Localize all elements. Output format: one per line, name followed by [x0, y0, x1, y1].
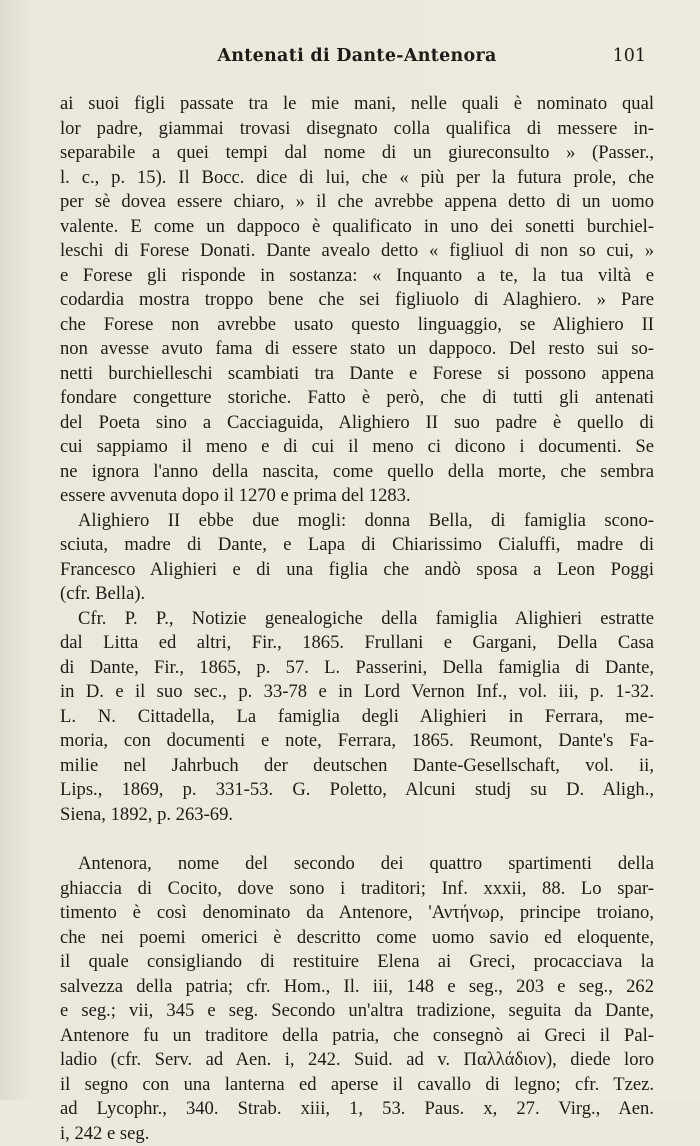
bibliography-line: L. N. Cittadella, La famiglia degli Alighieri in Ferrara, me-: [60, 705, 654, 730]
text-line: l. c., p. 15). Il Bocc. dice di lui, che « più per la futura prole, che: [60, 166, 654, 191]
bibliography-line: dal Litta ed altri, Fir., 1865. Frullani e Gargani, Della Casa: [60, 631, 654, 656]
text-line: il quale consigliando di restituire Elena ai Greci, procacciava la: [60, 950, 654, 975]
text-line: lor padre, giammai trovasi disegnato colla qualifica di messere in-: [60, 117, 654, 142]
text-line: ne ignora l'anno della nascita, come quello della morte, che sembra: [60, 460, 654, 485]
text-line: ghiaccia di Cocito, dove sono i traditori; Inf. xxxii, 88. Lo spar-: [60, 877, 654, 902]
bibliography-line: in D. e il suo sec., p. 33-78 e in Lord Vernon Inf., vol. iii, p. 1-32.: [60, 680, 654, 705]
bibliography-line: di Dante, Fir., 1865, p. 57. L. Passerini, Della famiglia di Dante,: [60, 656, 654, 681]
bibliography-line: Siena, 1892, p. 263-69.: [60, 803, 654, 828]
entry-gap: [60, 827, 654, 852]
running-title: Antenati di Dante-Antenora: [60, 46, 654, 66]
text-line: ai suoi figli passate tra le mie mani, nelle quali è nominato qual: [60, 92, 654, 117]
bibliography-line: Lips., 1869, p. 331-53. G. Poletto, Alcuni studj su D. Aligh.,: [60, 778, 654, 803]
text-line: ladio (cfr. Serv. ad Aen. i, 242. Suid. ad v. Παλλάδιον), diede loro: [60, 1048, 654, 1073]
page-number: 101: [613, 46, 646, 66]
text-line: fondare congetture storiche. Fatto è però, che di tutti gli antenati: [60, 386, 654, 411]
text-line: Antenore fu un traditore della patria, che consegnò ai Greci il Pal-: [60, 1024, 654, 1049]
text-line: timento è così denominato da Antenore, 'Αντήνωρ, principe troiano,: [60, 901, 654, 926]
text-line: Francesco Alighieri e di una figlia che andò sposa a Leon Poggi: [60, 558, 654, 583]
text-line: ad Lycophr., 340. Strab. xiii, 1, 53. Paus. x, 27. Virg., Aen.: [60, 1097, 654, 1122]
text-line: che Forese non avrebbe usato questo linguaggio, se Alighiero II: [60, 313, 654, 338]
bibliography-line: milie nel Jahrbuch der deutschen Dante-Gesellschaft, vol. ii,: [60, 754, 654, 779]
text-line: netti burchielleschi scambiati tra Dante e Forese si possono appena: [60, 362, 654, 387]
text-line: i, 242 e seg.: [60, 1122, 654, 1146]
text-line: separabile a quei tempi dal nome di un giureconsulto » (Passer.,: [60, 141, 654, 166]
text-line: che nei poemi omerici è descritto come uomo savio ed eloquente,: [60, 926, 654, 951]
text-line: cui sappiamo il meno e di cui il meno ci dicono i documenti. Se: [60, 435, 654, 460]
page-header: [60, 46, 654, 74]
entry-headline: Antenora, nome del secondo dei quattro spartimenti della: [60, 852, 654, 877]
text-line: valente. E come un dappoco è qualificato in uno dei sonetti burchiel-: [60, 215, 654, 240]
text-line: (cfr. Bella).: [60, 582, 654, 607]
text-line: e seg.; vii, 345 e seg. Secondo un'altra tradizione, seguita da Dante,: [60, 999, 654, 1024]
text-line: leschi di Forese Donati. Dante avealo detto « figliuol di non so cui, »: [60, 239, 654, 264]
text-line: Alighiero II ebbe due mogli: donna Bella, di famiglia scono-: [60, 509, 654, 534]
text-line: non avesse avuto fama di essere stato un dappoco. Del resto sui so-: [60, 337, 654, 362]
page-body: [60, 92, 654, 1146]
text-line: essere avvenuta dopo il 1270 e prima del 1283.: [60, 484, 654, 509]
text-line: codardia mostra troppo bene che sei figliuolo di Alaghiero. » Pare: [60, 288, 654, 313]
text-line: salvezza della patria; cfr. Hom., Il. iii, 148 e seg., 203 e seg., 262: [60, 975, 654, 1000]
bibliography-line: moria, con documenti e note, Ferrara, 1865. Reumont, Dante's Fa-: [60, 729, 654, 754]
text-line: del Poeta sino a Cacciaguida, Alighiero II suo padre è quello di: [60, 411, 654, 436]
text-line: per sè dovea essere chiaro, » il che avrebbe appena detto di un uomo: [60, 190, 654, 215]
text-line: e Forese gli risponde in sostanza: « Inquanto a te, la tua viltà e: [60, 264, 654, 289]
text-line: il segno con una lanterna ed aperse il cavallo di legno; cfr. Tzez.: [60, 1073, 654, 1098]
bibliography-line: Cfr. P. P., Notizie genealogiche della famiglia Alighieri estratte: [60, 607, 654, 632]
text-line: sciuta, madre di Dante, e Lapa di Chiarissimo Cialuffi, madre di: [60, 533, 654, 558]
